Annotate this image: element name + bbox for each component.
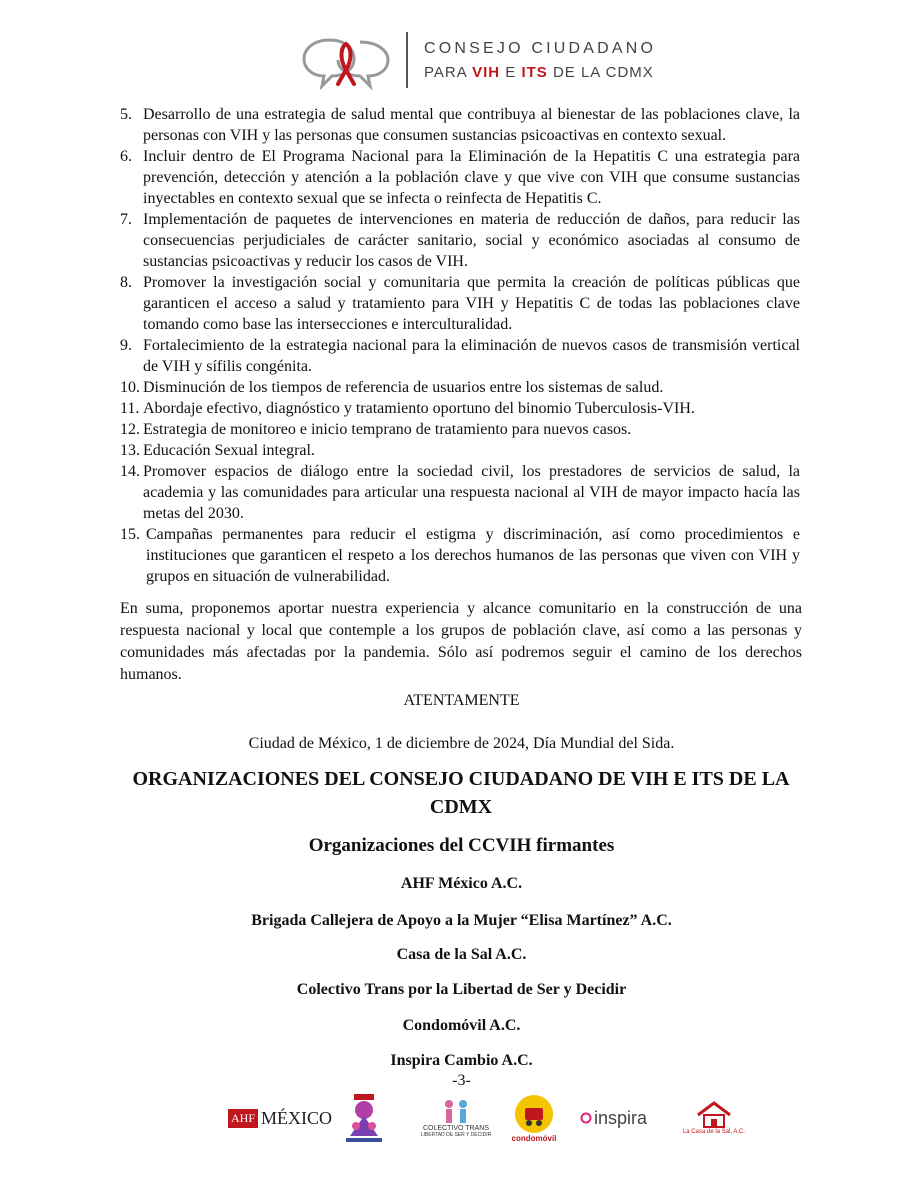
organization-name: Casa de la Sal A.C. [396,946,527,963]
ahf-logo: AHF MÉXICO [228,1090,332,1146]
list-item: 5. Desarrollo de una estrategia de salud mental que contribuya al bienestar de las poblaciones clave, la personas con VIH y las personas que consumen sustancias psicoactivas en contexto sexual. [120,106,800,144]
partner-logos [208,1090,756,1146]
list-item: 12. Estrategia de monitoreo e inicio temprano de tratamiento para nuevos casos. [120,421,632,438]
organization-name: AHF México A.C. [400,875,523,892]
header-divider [406,32,408,88]
date-line: Ciudad de México, 1 de diciembre de 2024, Día Mundial del Sida. [248,735,675,752]
inspira-circle-icon [580,1112,592,1124]
page-number: -3- [452,1072,471,1089]
condomovil-emblem-icon [513,1094,555,1134]
list-item: 11. Abordaje efectivo, diagnóstico y tratamiento oportuno del binomio Tuberculosis-VIH. [120,400,695,417]
list-item: 10. Disminución de los tiempos de referencia de usuarios entre los sistemas de salud. [120,379,664,396]
header-title: CONSEJO CIUDADANO [424,40,657,57]
signers-heading: Organizaciones del CCVIH firmantes [308,835,615,856]
summary-paragraph: En suma, proponemos aportar nuestra experiencia y alcance comunitario en la construcción de una respuesta nacional y local que contemple a los grupos de población clave, así como a las personas y comunidades más afectadas por la pandemia. Sólo así podremos seguir el camino de los derechos humanos. [120,600,802,683]
page-header [300,24,657,94]
list-item: 15. Campañas permanentes para reducir el estigma y discriminación, así como procedimientos e instituciones que garanticen el respeto a los derechos humanos de las personas que viven con VIH y grupos en situación de vulnerabilidad. [120,526,800,585]
list-item: 8. Promover la investigación social y comunitaria que permita la creación de políticas públicas que garanticen el acceso a salud y tratamiento para VIH y Hepatitis C de todas las poblaciones clave tomando como base las intersecciones e interculturalidad. [120,274,800,333]
list-item: 14. Promover espacios de diálogo entre la sociedad civil, los prestadores de servicios de salud, la academia y las comunidades para articular una respuesta nacional al VIH de mayor impacto hacía las metas del 2030. [120,463,800,522]
org-heading: ORGANIZACIONES DEL CONSEJO CIUDADANO DE VIH E ITS DE LA CDMX [132,768,790,818]
organization-name: Inspira Cambio A.C. [390,1052,533,1069]
colectivo-trans-figures-icon [436,1099,476,1125]
list-item: 13. Educación Sexual integral. [120,442,315,459]
casa-house-icon [694,1101,734,1129]
closing: ATENTAMENTE [403,692,520,709]
brigada-callejera-logo [340,1090,388,1146]
condomovil-logo: condomóvil [508,1090,560,1146]
list-item: 9. Fortalecimiento de la estrategia nacional para la eliminación de nuevos casos de transmisión vertical de VIH y sífilis congénita. [120,337,800,375]
proposal-list [120,104,800,587]
list-item: 6. Incluir dentro de El Programa Nacional para la Eliminación de la Hepatitis C una estrategia para prevención, detección y atención a la población clave y que vive con VIH que consume sustancias inyectables en contexto sexual que se infecta o reinfecta de Hepatitis C. [120,148,800,207]
header-subtitle: PARA VIH E ITS DE LA CDMX [424,64,654,81]
casa-de-la-sal-logo: La Casa de la Sal, A.C. [678,1090,750,1146]
organization-name: Brigada Callejera de Apoyo a la Mujer “Elisa Martínez” A.C. [251,912,672,929]
colectivo-trans-logo: COLECTIVO TRANS LIBERTAD DE SER Y DECIDIR [420,1090,492,1146]
inspira-logo: inspira [580,1090,647,1146]
list-item: 7. Implementación de paquetes de intervenciones en materia de reducción de daños, para reducir las consecuencias perjudiciales de carácter sanitario, social y económico asociadas al consumo de sustancias psicoactivas y reducir los casos de VIH. [120,211,800,270]
organization-name: Condomóvil A.C. [402,1017,521,1034]
consejo-logo-icon [300,30,392,90]
brigada-emblem-icon [340,1090,388,1146]
organization-name: Colectivo Trans por la Libertad de Ser y Decidir [296,981,627,998]
